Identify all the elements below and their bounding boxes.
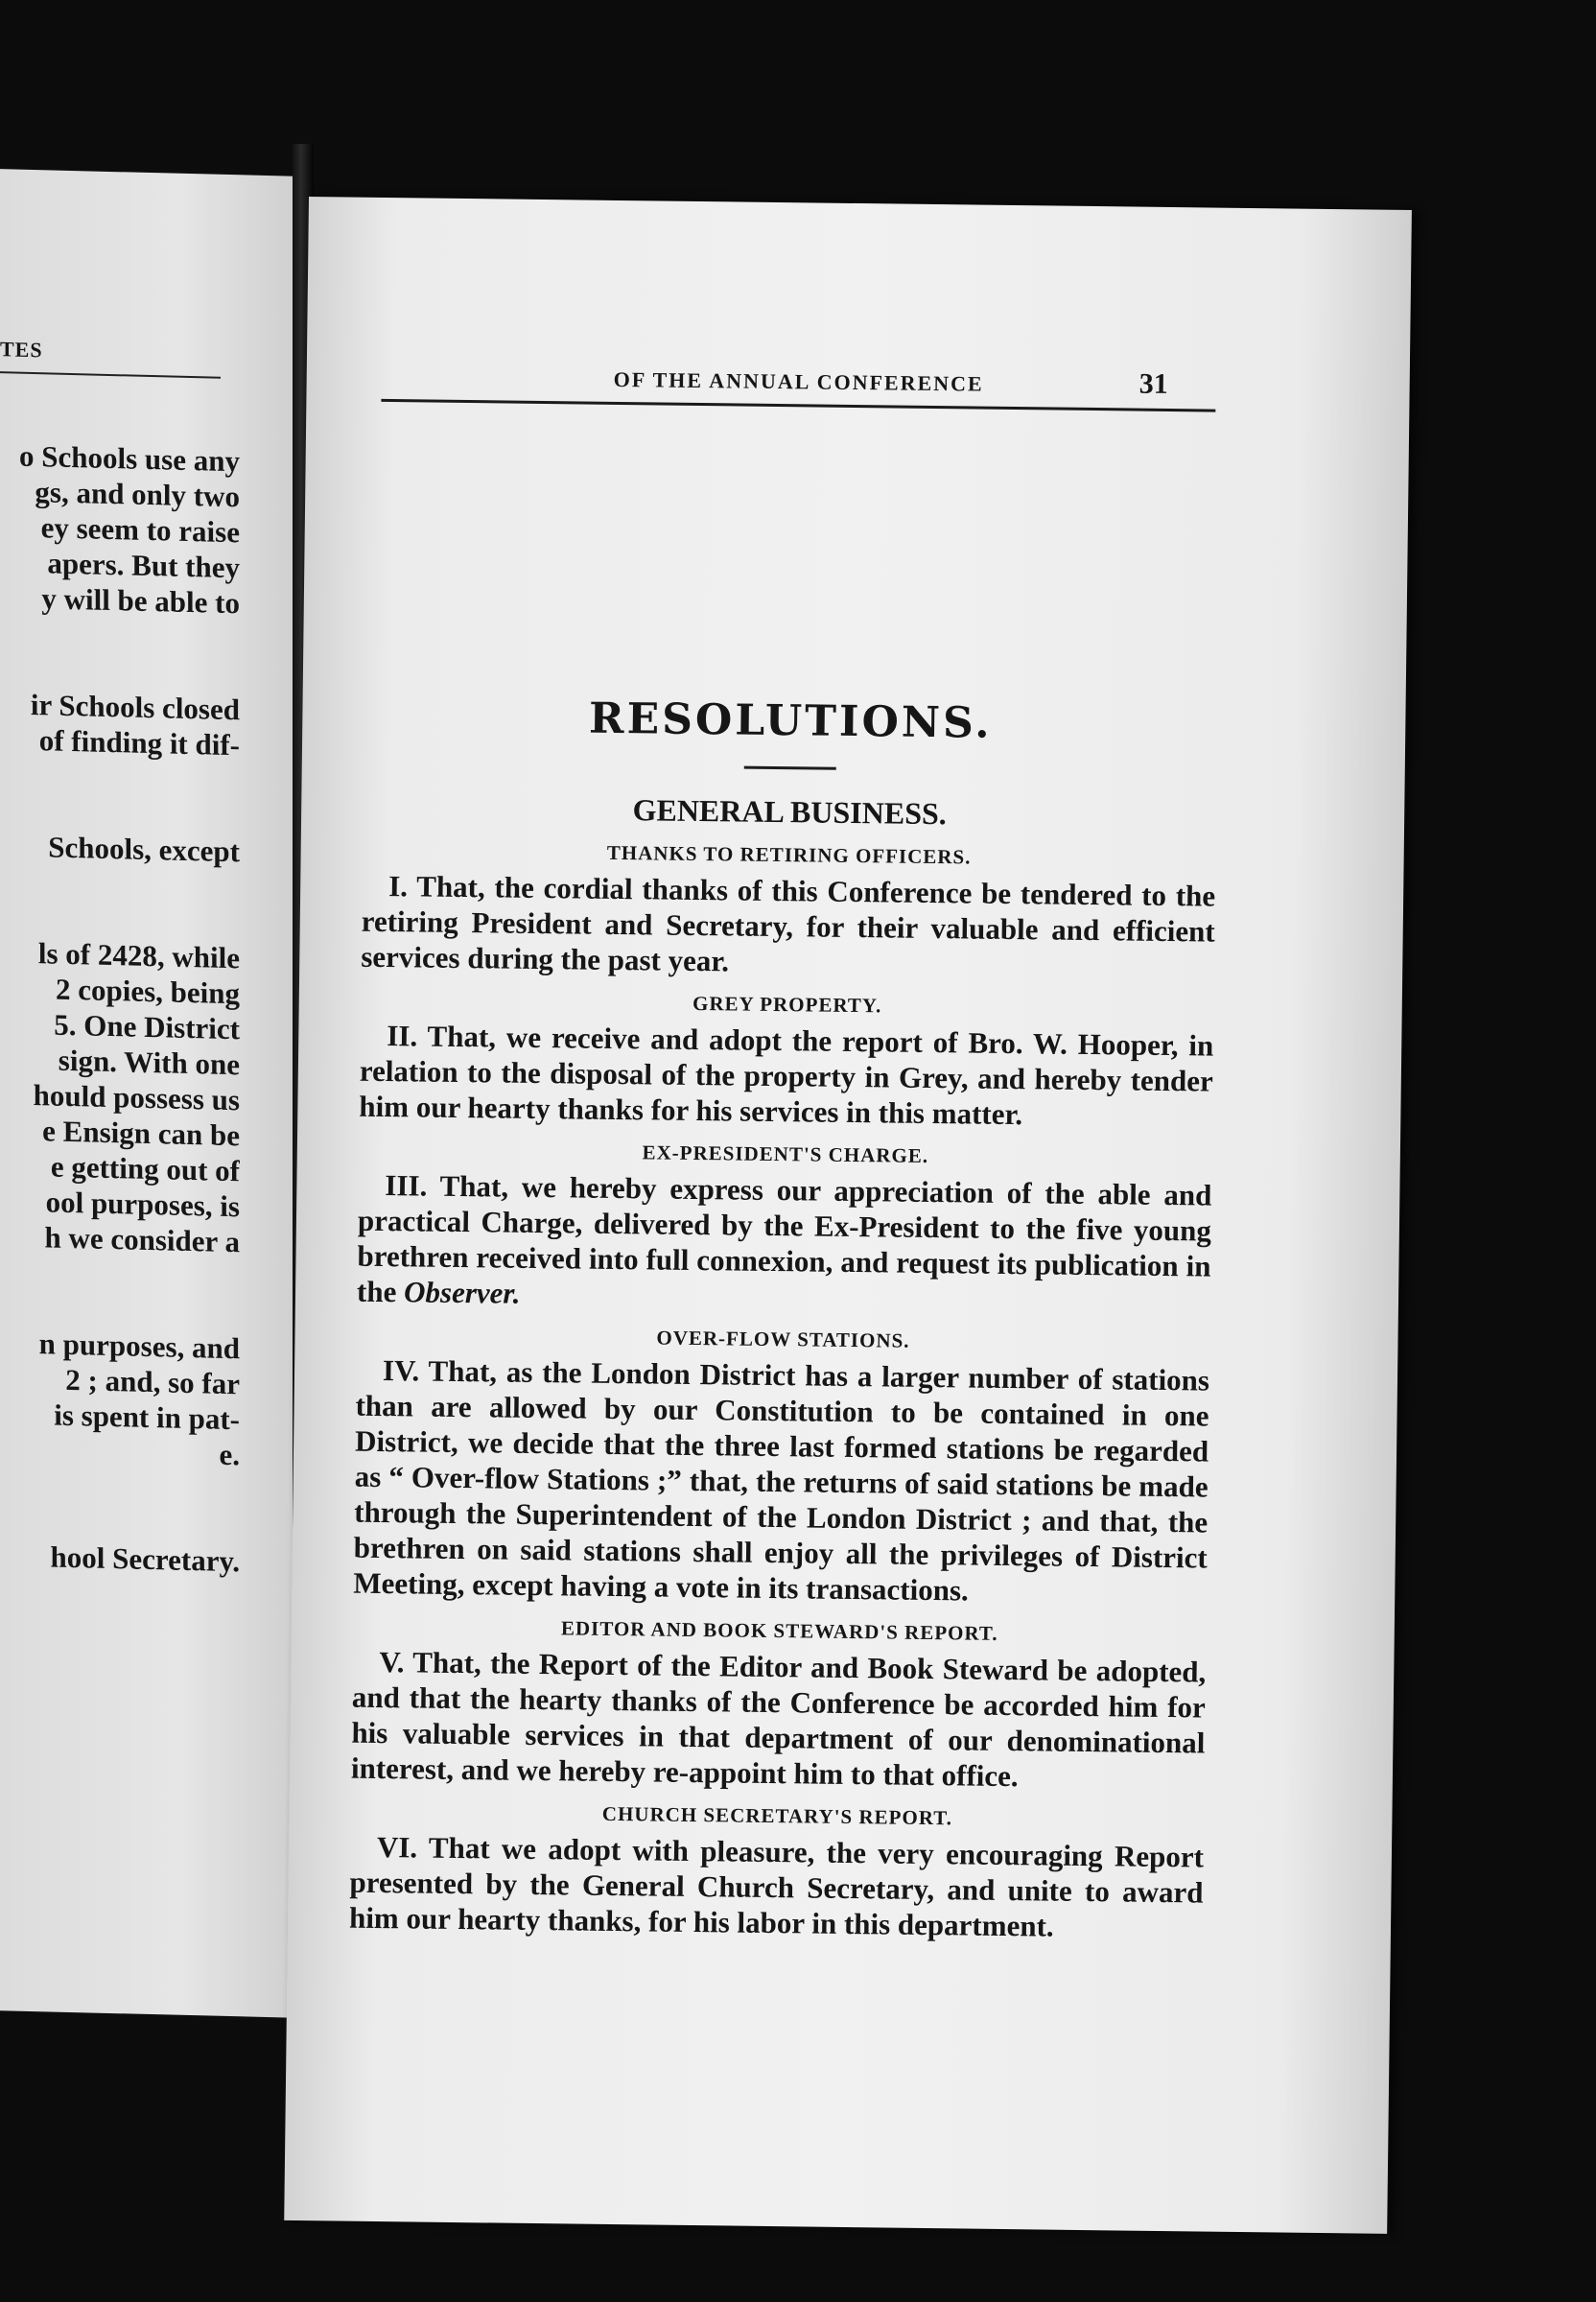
main-page bbox=[284, 197, 1412, 2234]
resolution-text: V. That, the Report of the Editor and Book Steward be adopted, and that the hearty thanks of the Conference be accorded him for his valuable services in that department of our denominational interest, and we hereby re-appoint him to that office. bbox=[350, 1645, 1207, 1794]
facing-gap bbox=[0, 1467, 240, 1543]
facing-line: 2 copies, being bbox=[55, 972, 240, 1011]
facing-line: Schools, except bbox=[48, 830, 240, 869]
facing-line: hool Secretary. bbox=[50, 1539, 240, 1579]
resolution-text bbox=[357, 1167, 1212, 1320]
resolution-heading: OVER-FLOW STATIONS. bbox=[656, 1326, 910, 1352]
facing-line: e getting out of bbox=[50, 1149, 240, 1188]
facing-line: e Ensign can be bbox=[42, 1114, 240, 1153]
resolution-heading: THANKS TO RETIRING OFFICERS. bbox=[606, 840, 972, 869]
facing-gap bbox=[0, 863, 240, 940]
facing-line: of finding it dif- bbox=[38, 723, 240, 763]
resolutions-content bbox=[349, 692, 1218, 1946]
facing-line: ls of 2428, while bbox=[37, 936, 240, 975]
facing-line: y will be able to bbox=[41, 581, 240, 621]
running-head bbox=[381, 361, 1215, 412]
facing-line: 5. One District bbox=[54, 1007, 240, 1046]
resolution-text: II. That, we receive and adopt the report of Bro. W. Hooper, in relation to the disposal of the property in Grey, and hereby tender him our hearty thanks for his services in this matter. bbox=[359, 1019, 1214, 1132]
facing-line: n purposes, and bbox=[38, 1327, 240, 1366]
facing-line: ey seem to raise bbox=[40, 510, 240, 550]
facing-line: gs, and only two bbox=[35, 475, 240, 514]
facing-gap bbox=[0, 757, 240, 834]
resolution-text: IV. That, as the London District has a larger number of stations than are allowed by our Constitution to be contained in one District, we decide that the three last formed stations be regarded as “ Over-flow Stations ;” that, the returns of said stations be made through the Superintendent of the London District ; and that, the brethren on said stations shall enjoy all the privileges of District Meeting, except having a vote in its transactions. bbox=[353, 1353, 1210, 1608]
facing-line: o Schools use any bbox=[19, 438, 240, 479]
facing-line: apers. But they bbox=[47, 546, 240, 585]
section-subtitle: GENERAL BUSINESS. bbox=[632, 792, 948, 832]
running-head-title: OF THE ANNUAL CONFERENCE bbox=[613, 366, 984, 396]
facing-line: 2 ; and, so far bbox=[65, 1362, 240, 1401]
facing-page bbox=[0, 169, 299, 2018]
facing-line: h we consider a bbox=[44, 1220, 240, 1259]
facing-line: ool purposes, is bbox=[45, 1185, 240, 1224]
publication-name: Observer. bbox=[403, 1275, 521, 1310]
resolution-text: VI. That we adopt with pleasure, the very encouraging Report presented by the General Church Secretary, and unite to award him our hearty thanks, for his labor in this department. bbox=[348, 1829, 1205, 1943]
resolution-heading: EX-PRESIDENT'S CHARGE. bbox=[642, 1140, 929, 1167]
resolution-heading: CHURCH SECRETARY'S REPORT. bbox=[601, 1801, 953, 1830]
facing-gap bbox=[0, 615, 240, 692]
facing-line: e. bbox=[219, 1437, 240, 1472]
page-title: RESOLUTIONS. bbox=[588, 693, 993, 748]
page-number: 31 bbox=[1138, 367, 1168, 400]
facing-page-text bbox=[0, 437, 240, 1579]
facing-page-running-head: TES bbox=[0, 337, 221, 379]
title-rule bbox=[744, 766, 836, 770]
facing-gap bbox=[0, 1254, 240, 1330]
resolution-heading: GREY PROPERTY. bbox=[692, 991, 882, 1018]
facing-line: hould possess us bbox=[33, 1078, 240, 1117]
facing-line: ir Schools closed bbox=[30, 687, 240, 727]
resolution-heading: EDITOR AND BOOK STEWARD'S REPORT. bbox=[560, 1616, 998, 1645]
resolution-text: I. That, the cordial thanks of this Conference be tendered to the retiring President and Secretary, for their valuable and efficient services during the past year. bbox=[361, 869, 1216, 978]
facing-line: is spent in pat- bbox=[54, 1398, 240, 1437]
facing-line: sign. With one bbox=[58, 1043, 240, 1082]
resolution-body: III. That, we hereby express our appreciation of the able and practical Charge, delivered by the Ex-President to the five young brethren received into full connexion, and request its publication in the bbox=[356, 1168, 1212, 1309]
